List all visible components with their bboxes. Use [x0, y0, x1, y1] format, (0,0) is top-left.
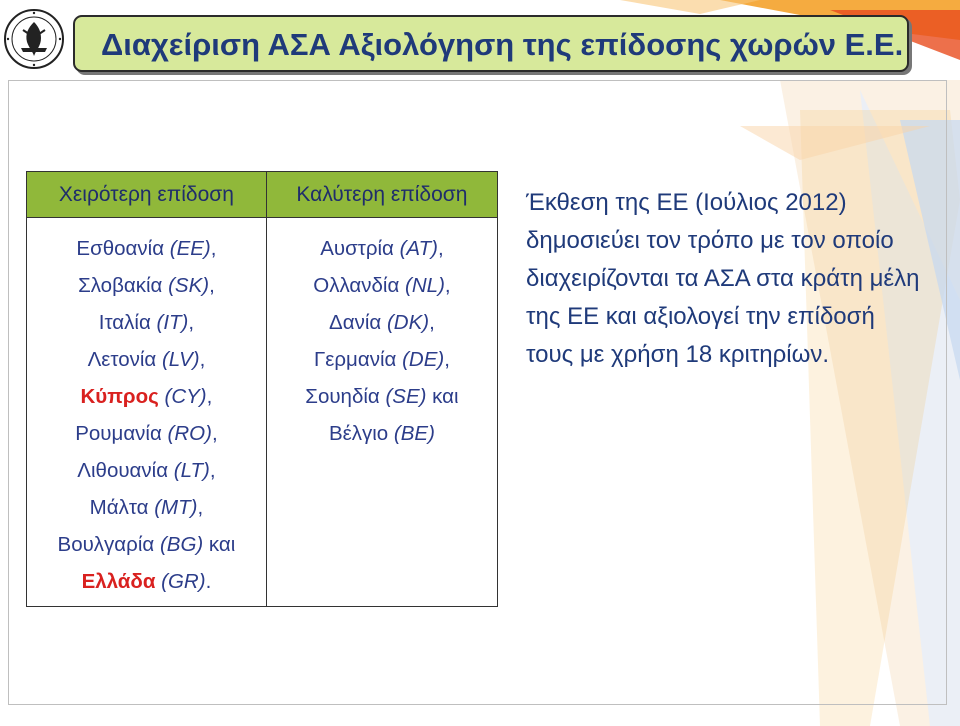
country-code: (SK)	[168, 274, 210, 297]
country-code: (GR)	[161, 570, 206, 593]
country-item	[31, 378, 262, 415]
country-name: Γερμανία	[313, 348, 397, 371]
country-name: Μάλτα	[89, 496, 149, 519]
country-code: (MT)	[154, 496, 198, 519]
header-worst: Χειρότερη επίδοση	[27, 172, 267, 218]
country-code: (DE)	[402, 348, 445, 371]
country-suffix: και	[426, 385, 459, 408]
country-suffix: ,	[206, 385, 213, 408]
country-suffix: ,	[437, 237, 444, 260]
country-item	[271, 230, 493, 267]
country-suffix: ,	[444, 274, 451, 297]
country-code: (BE)	[393, 422, 435, 445]
country-suffix: ,	[209, 274, 215, 297]
country-name: Ελλάδα	[81, 570, 156, 593]
title-banner	[73, 15, 909, 72]
university-seal-logo	[3, 8, 65, 70]
country-item	[31, 267, 262, 304]
country-name: Βουλγαρία	[57, 533, 155, 556]
country-item	[31, 415, 262, 452]
report-text: Έκθεση της ΕΕ (Ιούλιος 2012) δημοσιεύει τον τρόπο με τον οποίο διαχειρίζονται τα ΑΣΑ στα κράτη μέλη της ΕΕ και αξιολογεί την επίδοσή τους με χρήση 18 κριτηρίων.	[526, 189, 920, 368]
country-suffix: ,	[210, 237, 217, 260]
table-row	[27, 218, 498, 607]
country-suffix: ,	[444, 348, 450, 371]
country-code: (NL)	[405, 274, 445, 297]
country-suffix: ,	[429, 311, 435, 334]
worst-countries-cell	[27, 218, 267, 607]
country-code: (BG)	[159, 533, 204, 556]
country-item	[31, 526, 262, 563]
country-code: (CY)	[164, 385, 207, 408]
country-item	[271, 378, 493, 415]
country-name: Βέλγιο	[328, 422, 389, 445]
country-item	[271, 304, 493, 341]
table-header-row	[27, 172, 498, 218]
country-name: Δανία	[329, 311, 382, 334]
country-name: Λιθουανία	[77, 459, 169, 482]
country-suffix: ,	[188, 311, 195, 334]
country-item	[31, 341, 262, 378]
country-suffix: ,	[211, 422, 218, 445]
country-name: Κύπρος	[80, 385, 159, 408]
country-item	[31, 563, 262, 600]
country-item	[271, 341, 493, 378]
country-name: Σουηδία	[305, 385, 380, 408]
country-code: (IT)	[156, 311, 189, 334]
country-code: (DK)	[386, 311, 430, 334]
country-code: (EE)	[169, 237, 211, 260]
country-name: Αυστρία	[320, 237, 394, 260]
country-suffix: .	[205, 570, 212, 593]
country-code: (LV)	[161, 348, 200, 371]
country-code: (LT)	[173, 459, 210, 482]
country-name: Λετονία	[87, 348, 157, 371]
country-item	[31, 452, 262, 489]
country-suffix: ,	[209, 459, 216, 482]
country-name: Ιταλία	[98, 311, 151, 334]
country-item	[271, 267, 493, 304]
page-title: Διαχείριση ΑΣΑ Αξιολόγηση της επίδοσης χωρών Ε.Ε.	[101, 27, 904, 62]
country-item	[271, 415, 493, 452]
country-name: Σλοβακία	[78, 274, 163, 297]
country-item	[31, 230, 262, 267]
country-code: (RO)	[167, 422, 212, 445]
best-countries-cell	[266, 218, 497, 607]
header-best: Καλύτερη επίδοση	[266, 172, 497, 218]
country-name: Ρουμανία	[75, 422, 162, 445]
country-suffix: ,	[197, 496, 204, 519]
country-code: (AT)	[399, 237, 438, 260]
performance-table	[26, 171, 498, 607]
country-suffix: ,	[199, 348, 206, 371]
country-code: (SE)	[385, 385, 427, 408]
country-suffix: και	[203, 533, 236, 556]
country-item	[31, 489, 262, 526]
country-name: Ολλανδία	[313, 274, 400, 297]
country-item	[31, 304, 262, 341]
country-name: Εσθοανία	[76, 237, 165, 260]
